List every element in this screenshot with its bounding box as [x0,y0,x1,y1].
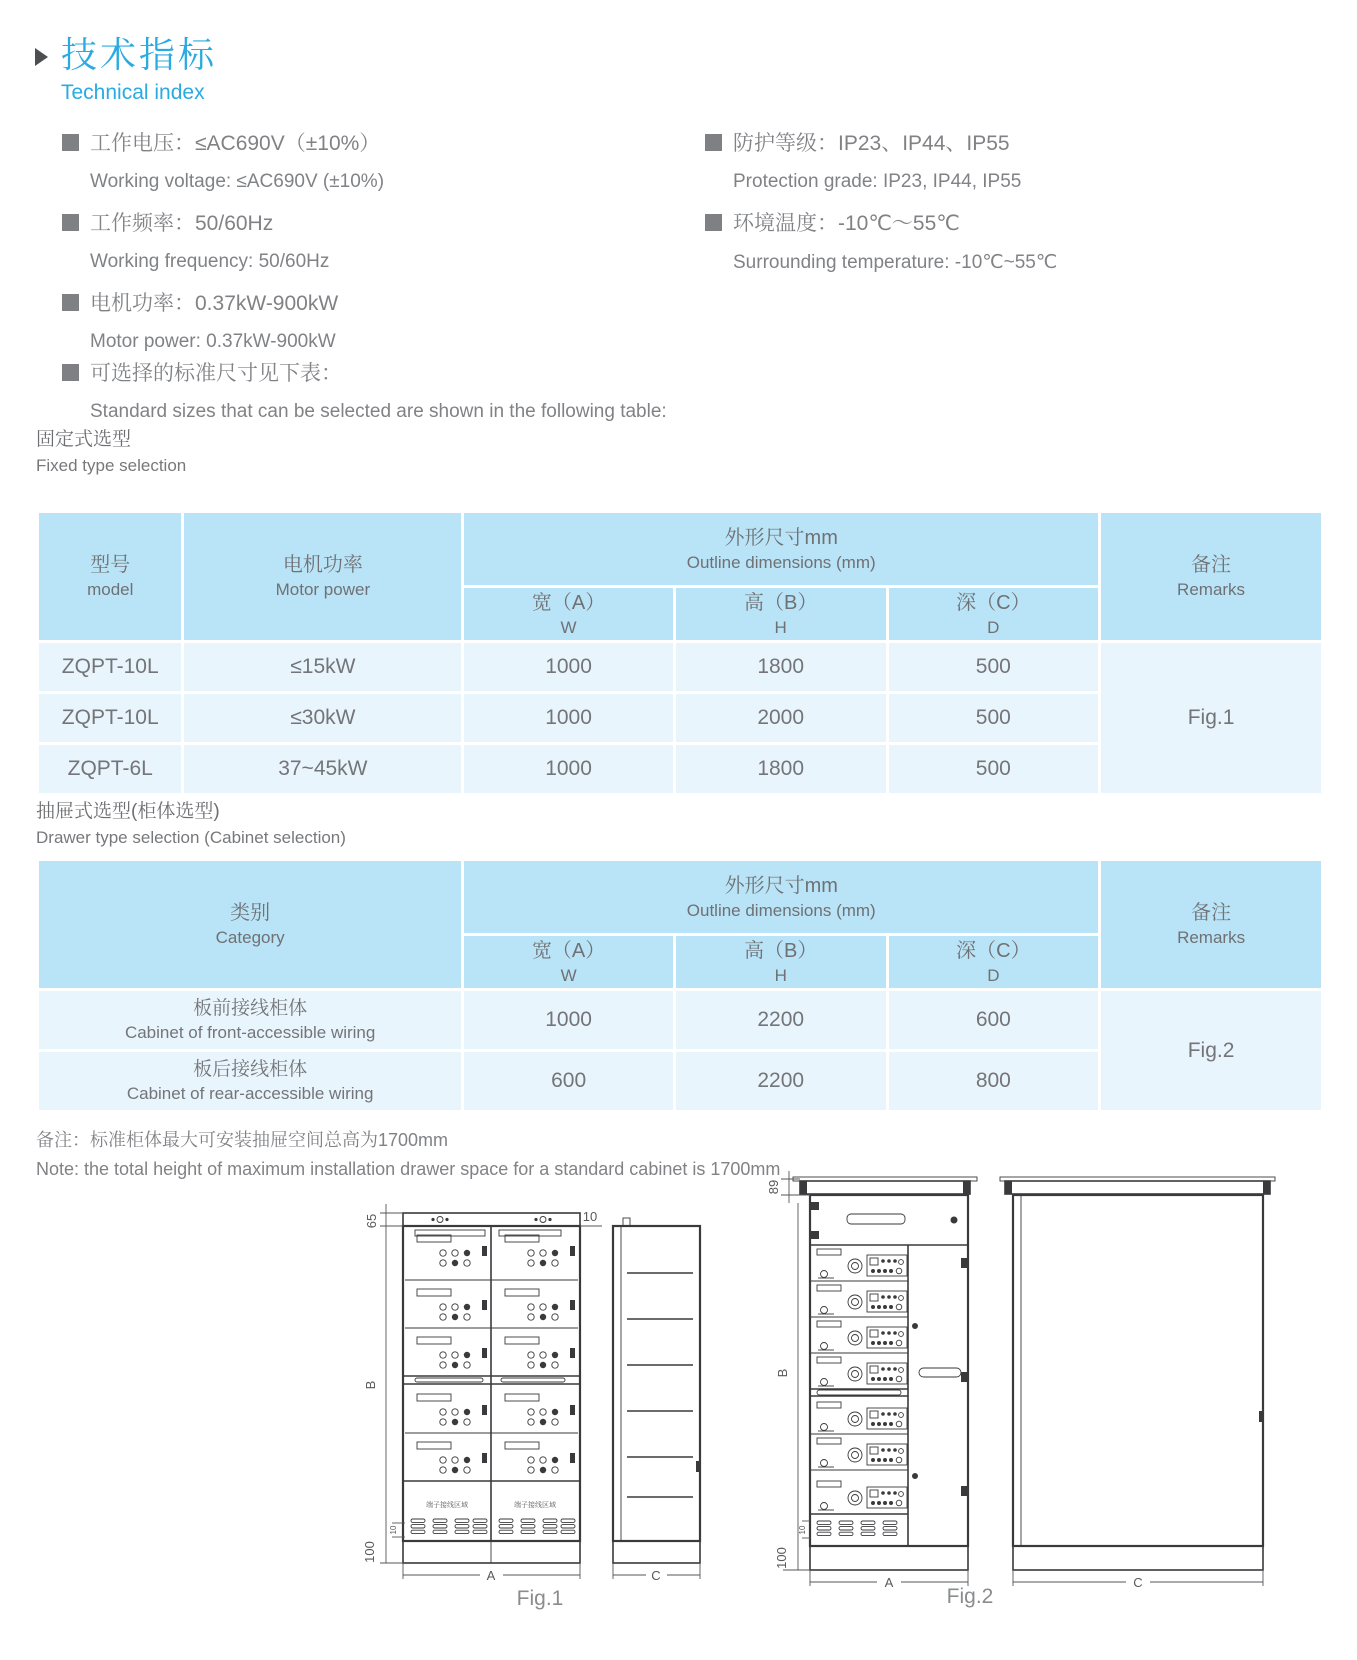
header-en: W [560,617,577,637]
dim-label-10-vent: 10 [389,1525,398,1535]
section-title-fixed-type [36,424,186,476]
table-intro-en: Standard sizes that can be selected are shown in the following table: [90,401,667,422]
page-header [35,34,217,105]
fixed-type-table [36,510,1324,796]
header-zh: 深（C） [956,591,1031,614]
dim-label-89: 89 [766,1179,781,1195]
fig1-caption: Fig.1 [516,1587,564,1610]
footnote-en: Note: the total height of maximum installation drawer space for a standard cabinet is 1700mm [36,1159,781,1179]
cell-remarks: Fig.1 [1101,643,1321,793]
header-zh: 外形尺寸mm [724,526,838,549]
page-title: 技术指标 [61,34,218,75]
dim-label-10-vent: 10 [798,1525,807,1535]
cell-height: 2200 [676,1052,886,1110]
header-zh: 备注 [1191,902,1232,924]
category-en: Cabinet of rear-accessible wiring [126,1084,374,1103]
dim-label-C: C [651,1568,661,1583]
header-zh: 高（B） [744,591,818,614]
dim-label-C: C [1133,1575,1143,1590]
bullet-square-icon [705,214,722,231]
drawer-type-table [36,858,1324,1113]
header-zh: 宽（A） [531,591,606,614]
spec-list-right [705,122,1057,282]
cell-width: 600 [464,1052,673,1110]
bullet-square-icon [62,364,79,381]
header-zh: 型号 [90,554,131,576]
header-zh: 备注 [1191,554,1232,576]
header-en: Remarks [1177,928,1246,947]
header-en: D [987,965,1000,985]
header-en: Outline dimensions (mm) [686,900,876,920]
spec-text: 工作频率：50/60Hz [90,212,274,235]
category-en: Cabinet of front-accessible wiring [124,1023,376,1042]
header-en: Motor power [275,580,371,599]
table-intro-zh: 可选择的标准尺寸见下表： [90,362,342,385]
section-title-en: Fixed type selection [36,456,187,475]
section-title-zh: 抽屉式选型(柜体选型) [36,801,220,822]
cell-depth: 500 [889,643,1099,691]
spec-text: 环境温度：-10℃～55℃ [733,212,960,235]
terminal-area-label: 端子接线区域 [426,1502,468,1509]
t2-header-depth [889,936,1099,988]
header-zh: 宽（A） [531,939,606,962]
bullet-square-icon [705,134,722,151]
fig1-dimensions [362,1204,700,1583]
t1-header-dimensions [464,513,1098,585]
cell-height: 2200 [676,991,886,1049]
t1-header-height [676,588,886,640]
cell-depth: 500 [889,745,1099,793]
t1-header-model [39,513,181,640]
table-row [39,991,1321,1049]
fig1-drawing [330,1133,710,1633]
header-en: H [774,617,787,637]
cell-width: 1000 [464,745,673,793]
spec-motor-power [62,282,384,322]
section-title-en: Drawer type selection (Cabinet selection) [36,828,346,847]
cell-depth: 500 [889,694,1099,742]
header-zh: 深（C） [956,939,1031,962]
cell-width: 1000 [464,643,673,691]
table-header-row [39,513,1321,585]
dim-label-B: B [775,1368,790,1378]
cell-power: 37~45kW [184,745,461,793]
header-en: model [87,580,134,599]
header-en: D [987,617,1000,637]
dim-label-100: 100 [362,1541,377,1563]
fig1-front-view [403,1213,580,1563]
spec-motor-power-en: Motor power: 0.37kW-900kW [90,331,336,352]
section-title-drawer-type [36,796,346,848]
header-en: Outline dimensions (mm) [686,552,876,572]
fig1-side-view [613,1218,700,1563]
cell-power: ≤30kW [184,694,461,742]
section-title-zh: 固定式选型 [36,429,132,450]
spec-protection-grade [705,122,1057,162]
cell-model: ZQPT-6L [39,745,181,793]
header-en: Category [215,928,285,947]
dim-label-B: B [363,1380,378,1390]
spec-working-frequency-en: Working frequency: 50/60Hz [90,251,330,272]
t2-header-width [464,936,673,988]
dim-label-100: 100 [774,1547,789,1569]
spec-working-voltage [62,122,384,162]
spec-ambient-temperature [705,202,1057,242]
dim-label-A: A [884,1575,894,1590]
header-en: Remarks [1177,580,1246,599]
section-arrow-icon [35,48,48,66]
spec-ambient-temperature-en: Surrounding temperature: -10℃~55℃ [733,251,1058,273]
t2-header-category [39,861,461,988]
cell-model: ZQPT-10L [39,694,181,742]
fig2-drawing [705,1083,1305,1623]
table-header-row [39,861,1321,933]
spec-list-left [62,122,384,362]
t2-header-height [676,936,886,988]
fig2-dimensions [766,1171,1263,1590]
cell-depth: 800 [889,1052,1099,1110]
t1-header-width [464,588,673,640]
table-row [39,643,1321,691]
header-zh: 类别 [230,902,271,924]
cell-model: ZQPT-10L [39,643,181,691]
t1-header-remarks [1101,513,1321,640]
page-subtitle: Technical index [61,81,205,104]
table-intro-zh-line [62,352,667,392]
category-zh: 板后接线柜体 [193,1059,308,1080]
bullet-square-icon [62,214,79,231]
cell-height: 1800 [676,643,886,691]
t2-header-remarks [1101,861,1321,988]
header-zh: 外形尺寸mm [724,874,838,897]
footnote-zh: 备注：标准柜体最大可安装抽屉空间总高为1700mm [36,1130,449,1150]
cell-height: 2000 [676,694,886,742]
header-zh: 电机功率 [282,554,363,576]
dim-label-65: 65 [364,1213,379,1229]
spec-text: 工作电压：≤AC690V（±10%） [90,132,381,155]
spec-working-frequency [62,202,384,242]
table-intro [62,352,667,432]
t2-header-dimensions [464,861,1098,933]
cell-category [39,991,461,1049]
header-en: H [774,965,787,985]
t1-header-power [184,513,461,640]
fig2-front-view [793,1177,977,1570]
header-en: W [560,965,577,985]
t1-header-depth [889,588,1099,640]
spec-protection-grade-en: Protection grade: IP23, IP44, IP55 [733,171,1022,192]
cell-width: 1000 [464,694,673,742]
cell-category [39,1052,461,1110]
cell-depth: 600 [889,991,1099,1049]
fig2-side-view [1000,1177,1275,1570]
bullet-square-icon [62,294,79,311]
cell-width: 1000 [464,991,673,1049]
dim-label-A: A [486,1568,496,1583]
bullet-square-icon [62,134,79,151]
fig2-caption: Fig.2 [946,1585,994,1608]
dim-label-10-top: 10 [582,1209,598,1224]
header-zh: 高（B） [744,939,818,962]
terminal-area-label: 端子接线区域 [514,1502,556,1509]
cell-power: ≤15kW [184,643,461,691]
category-zh: 板前接线柜体 [193,998,308,1019]
cell-height: 1800 [676,745,886,793]
cell-remarks: Fig.2 [1101,991,1321,1110]
spec-text: 防护等级：IP23、IP44、IP55 [733,132,1010,155]
spec-text: 电机功率：0.37kW-900kW [90,292,339,315]
spec-working-voltage-en: Working voltage: ≤AC690V (±10%) [90,171,385,192]
